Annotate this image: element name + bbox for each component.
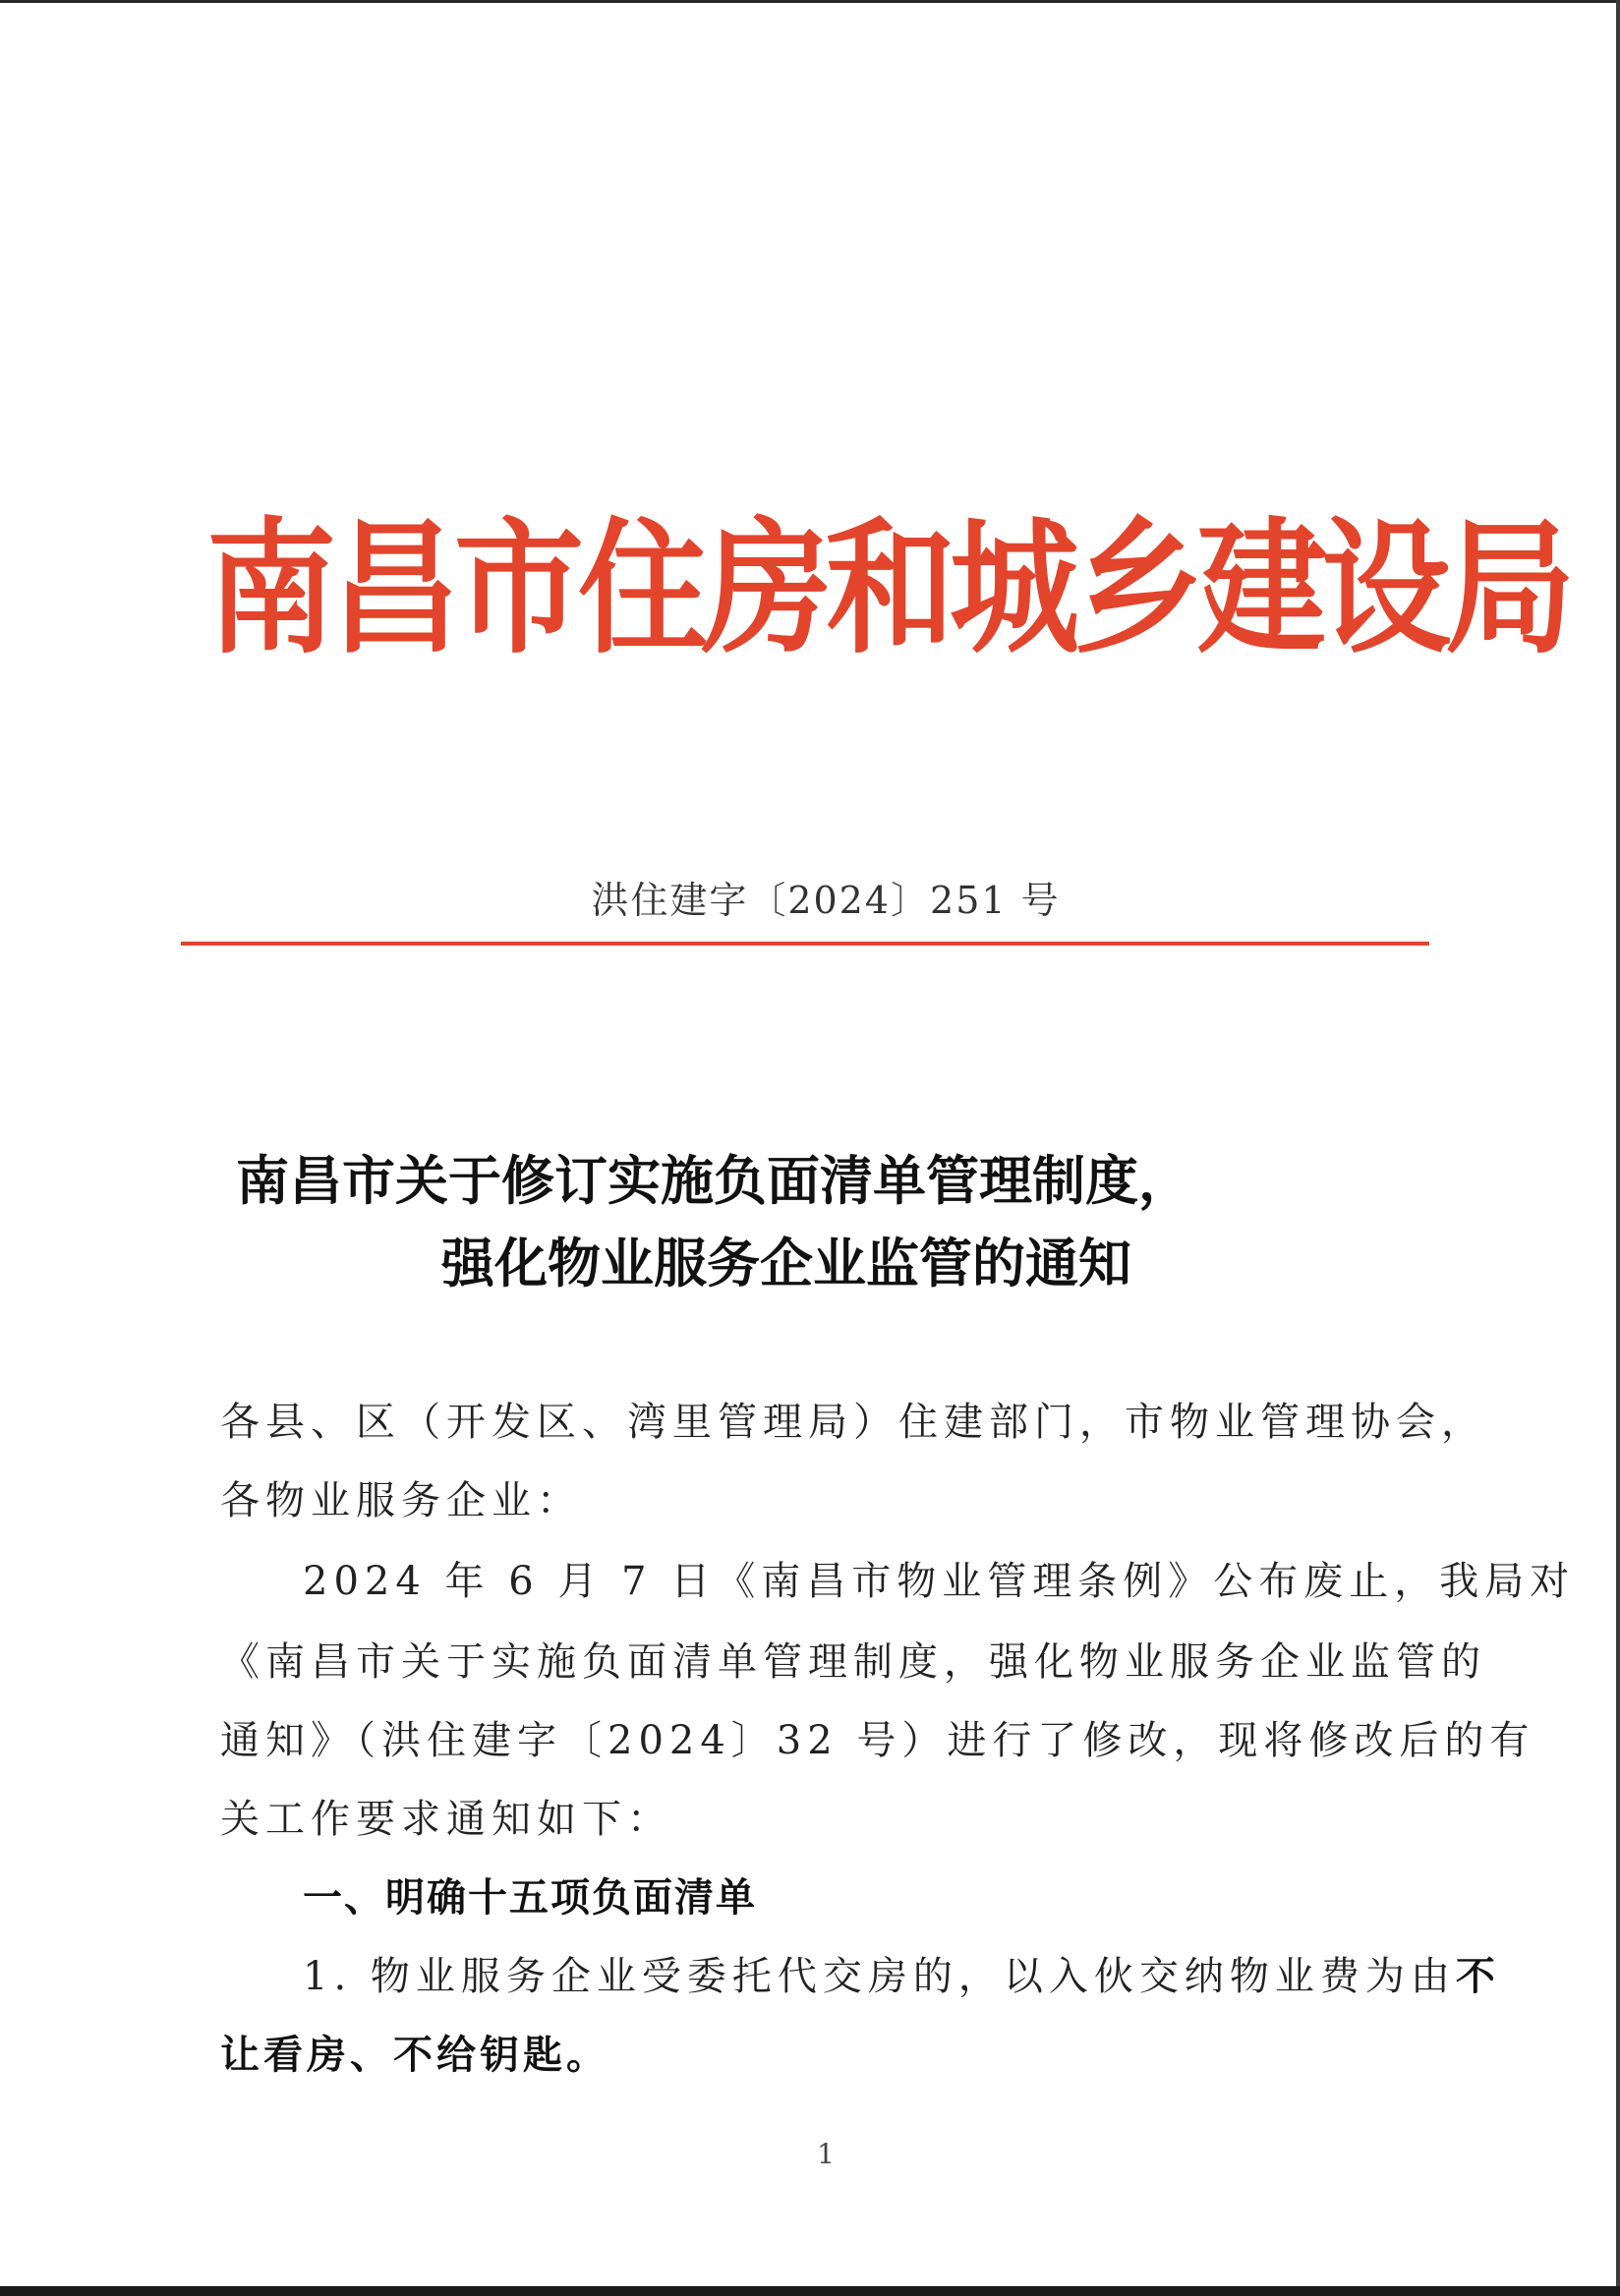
document-title-line1: 南昌市关于修订实施负面清单管理制度， <box>236 1149 1191 1212</box>
item1-line1-bold-text: 不 <box>1455 1954 1499 1999</box>
red-divider-rule <box>181 942 1429 946</box>
scan-edge-bottom <box>0 2286 1620 2296</box>
paragraph1-line4: 关工作要求通知如下： <box>220 1797 672 1842</box>
scan-edge-top <box>0 0 1620 3</box>
paragraph1-line3: 通知》（洪住建字〔2024〕32 号）进行了修改，现将修改后的有 <box>220 1718 1535 1763</box>
document-title-line2: 强化物业服务企业监管的通知 <box>441 1232 1131 1294</box>
salutation-line2: 各物业服务企业： <box>220 1478 582 1523</box>
paragraph1-line1: 2024 年 6 月 7 日《南昌市物业管理条例》公布废止，我局对 <box>303 1559 1576 1604</box>
scan-edge-right <box>1616 0 1620 2296</box>
item1-line2-bold-text: 让看房、不给钥匙。 <box>220 2033 609 2078</box>
page-number: 1 <box>817 2138 835 2170</box>
paragraph1-line2: 《南昌市关于实施负面清单管理制度，强化物业服务企业监管的 <box>220 1639 1486 1685</box>
salutation-line1: 各县、区（开发区、湾里管理局）住建部门，市物业管理协会， <box>220 1400 1486 1445</box>
item1-line1-normal-text: 1. 物业服务企业受委托代交房的，以入伙交纳物业费为由 <box>303 1954 1456 1999</box>
organization-header: 南昌市住房和城乡建设局 <box>206 503 1569 674</box>
item1-line2 <box>220 2025 1439 2086</box>
section1-heading: 一、明确十五项负面清单 <box>303 1875 757 1921</box>
document-number: 洪住建字〔2024〕251 号 <box>591 879 1061 922</box>
item1-line1 <box>303 1946 1499 2007</box>
